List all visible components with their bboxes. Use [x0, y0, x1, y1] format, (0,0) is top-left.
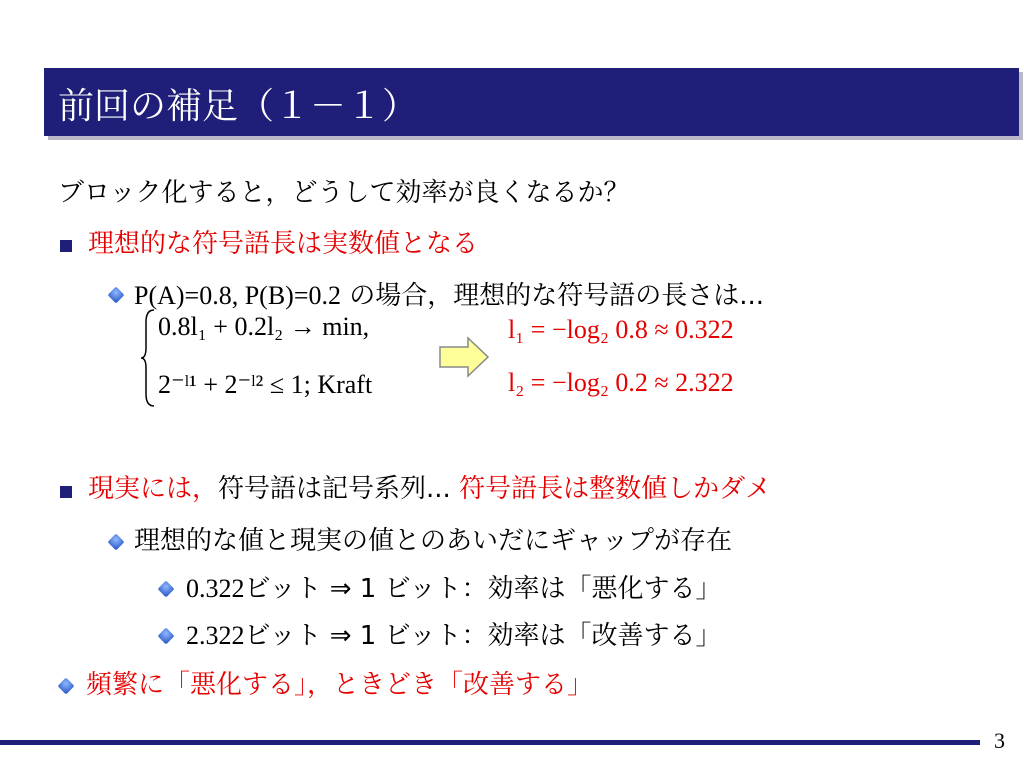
diamond-bullet-icon [108, 534, 125, 551]
intro-line: ブロック化すると，どうして効率が良くなるか？ [58, 178, 630, 208]
reality-label: 現実には， [88, 474, 219, 504]
bullet-frequently: 頻繁に「悪化する」，ときどき「改善する」 [86, 670, 594, 700]
probabilities-text: P(A)=0.8, P(B)=0.2 [134, 281, 341, 310]
diamond-bullet-icon [158, 581, 175, 598]
square-bullet-icon [60, 240, 72, 252]
diamond-bullet-icon [58, 678, 75, 695]
right-arrow-icon [438, 336, 490, 378]
bullet-ideal-length: 理想的な符号語長は実数値となる [88, 229, 479, 259]
reality-symbol-sequence: 符号語は記号系列... [218, 474, 451, 504]
square-bullet-icon [60, 486, 72, 498]
sub-sub-bullet-worse [186, 568, 722, 605]
page-number: 3 [994, 728, 1005, 753]
slide-title: 前回の補足（１－１） [58, 86, 419, 127]
sub-sub-bullet-better [186, 615, 722, 652]
reality-integer-only: 符号語長は整数値しかダメ [450, 474, 772, 504]
diamond-bullet-icon [158, 628, 175, 645]
result-l1: l₁ = −log₂ 0.8 ≈ 0.322 [508, 315, 734, 344]
worse-text: ビット ⇒ 1 ビット：効率は「悪化する」 [244, 574, 722, 604]
title-bar [44, 68, 1019, 136]
sub-bullet-gap: 理想的な値と現実の値とのあいだにギャップが存在 [134, 526, 733, 556]
equation-minimize: 0.8l₁ + 0.2l₂ → min, [158, 312, 370, 341]
better-value: 2.322 [186, 621, 245, 650]
bullet-reality [88, 468, 771, 505]
equation-kraft: 2⁻ˡ¹ + 2⁻ˡ² ≤ 1; Kraft [158, 370, 373, 399]
worse-value: 0.322 [186, 574, 245, 603]
probabilities-suffix: の場合，理想的な符号語の長さは... [341, 281, 765, 311]
diamond-bullet-icon [108, 287, 125, 304]
brace-icon [140, 308, 156, 408]
footer-divider [0, 740, 980, 745]
result-l2: l₂ = −log₂ 0.2 ≈ 2.322 [508, 368, 734, 397]
better-text: ビット ⇒ 1 ビット：効率は「改善する」 [244, 621, 722, 651]
sub-bullet-probabilities [134, 275, 764, 312]
